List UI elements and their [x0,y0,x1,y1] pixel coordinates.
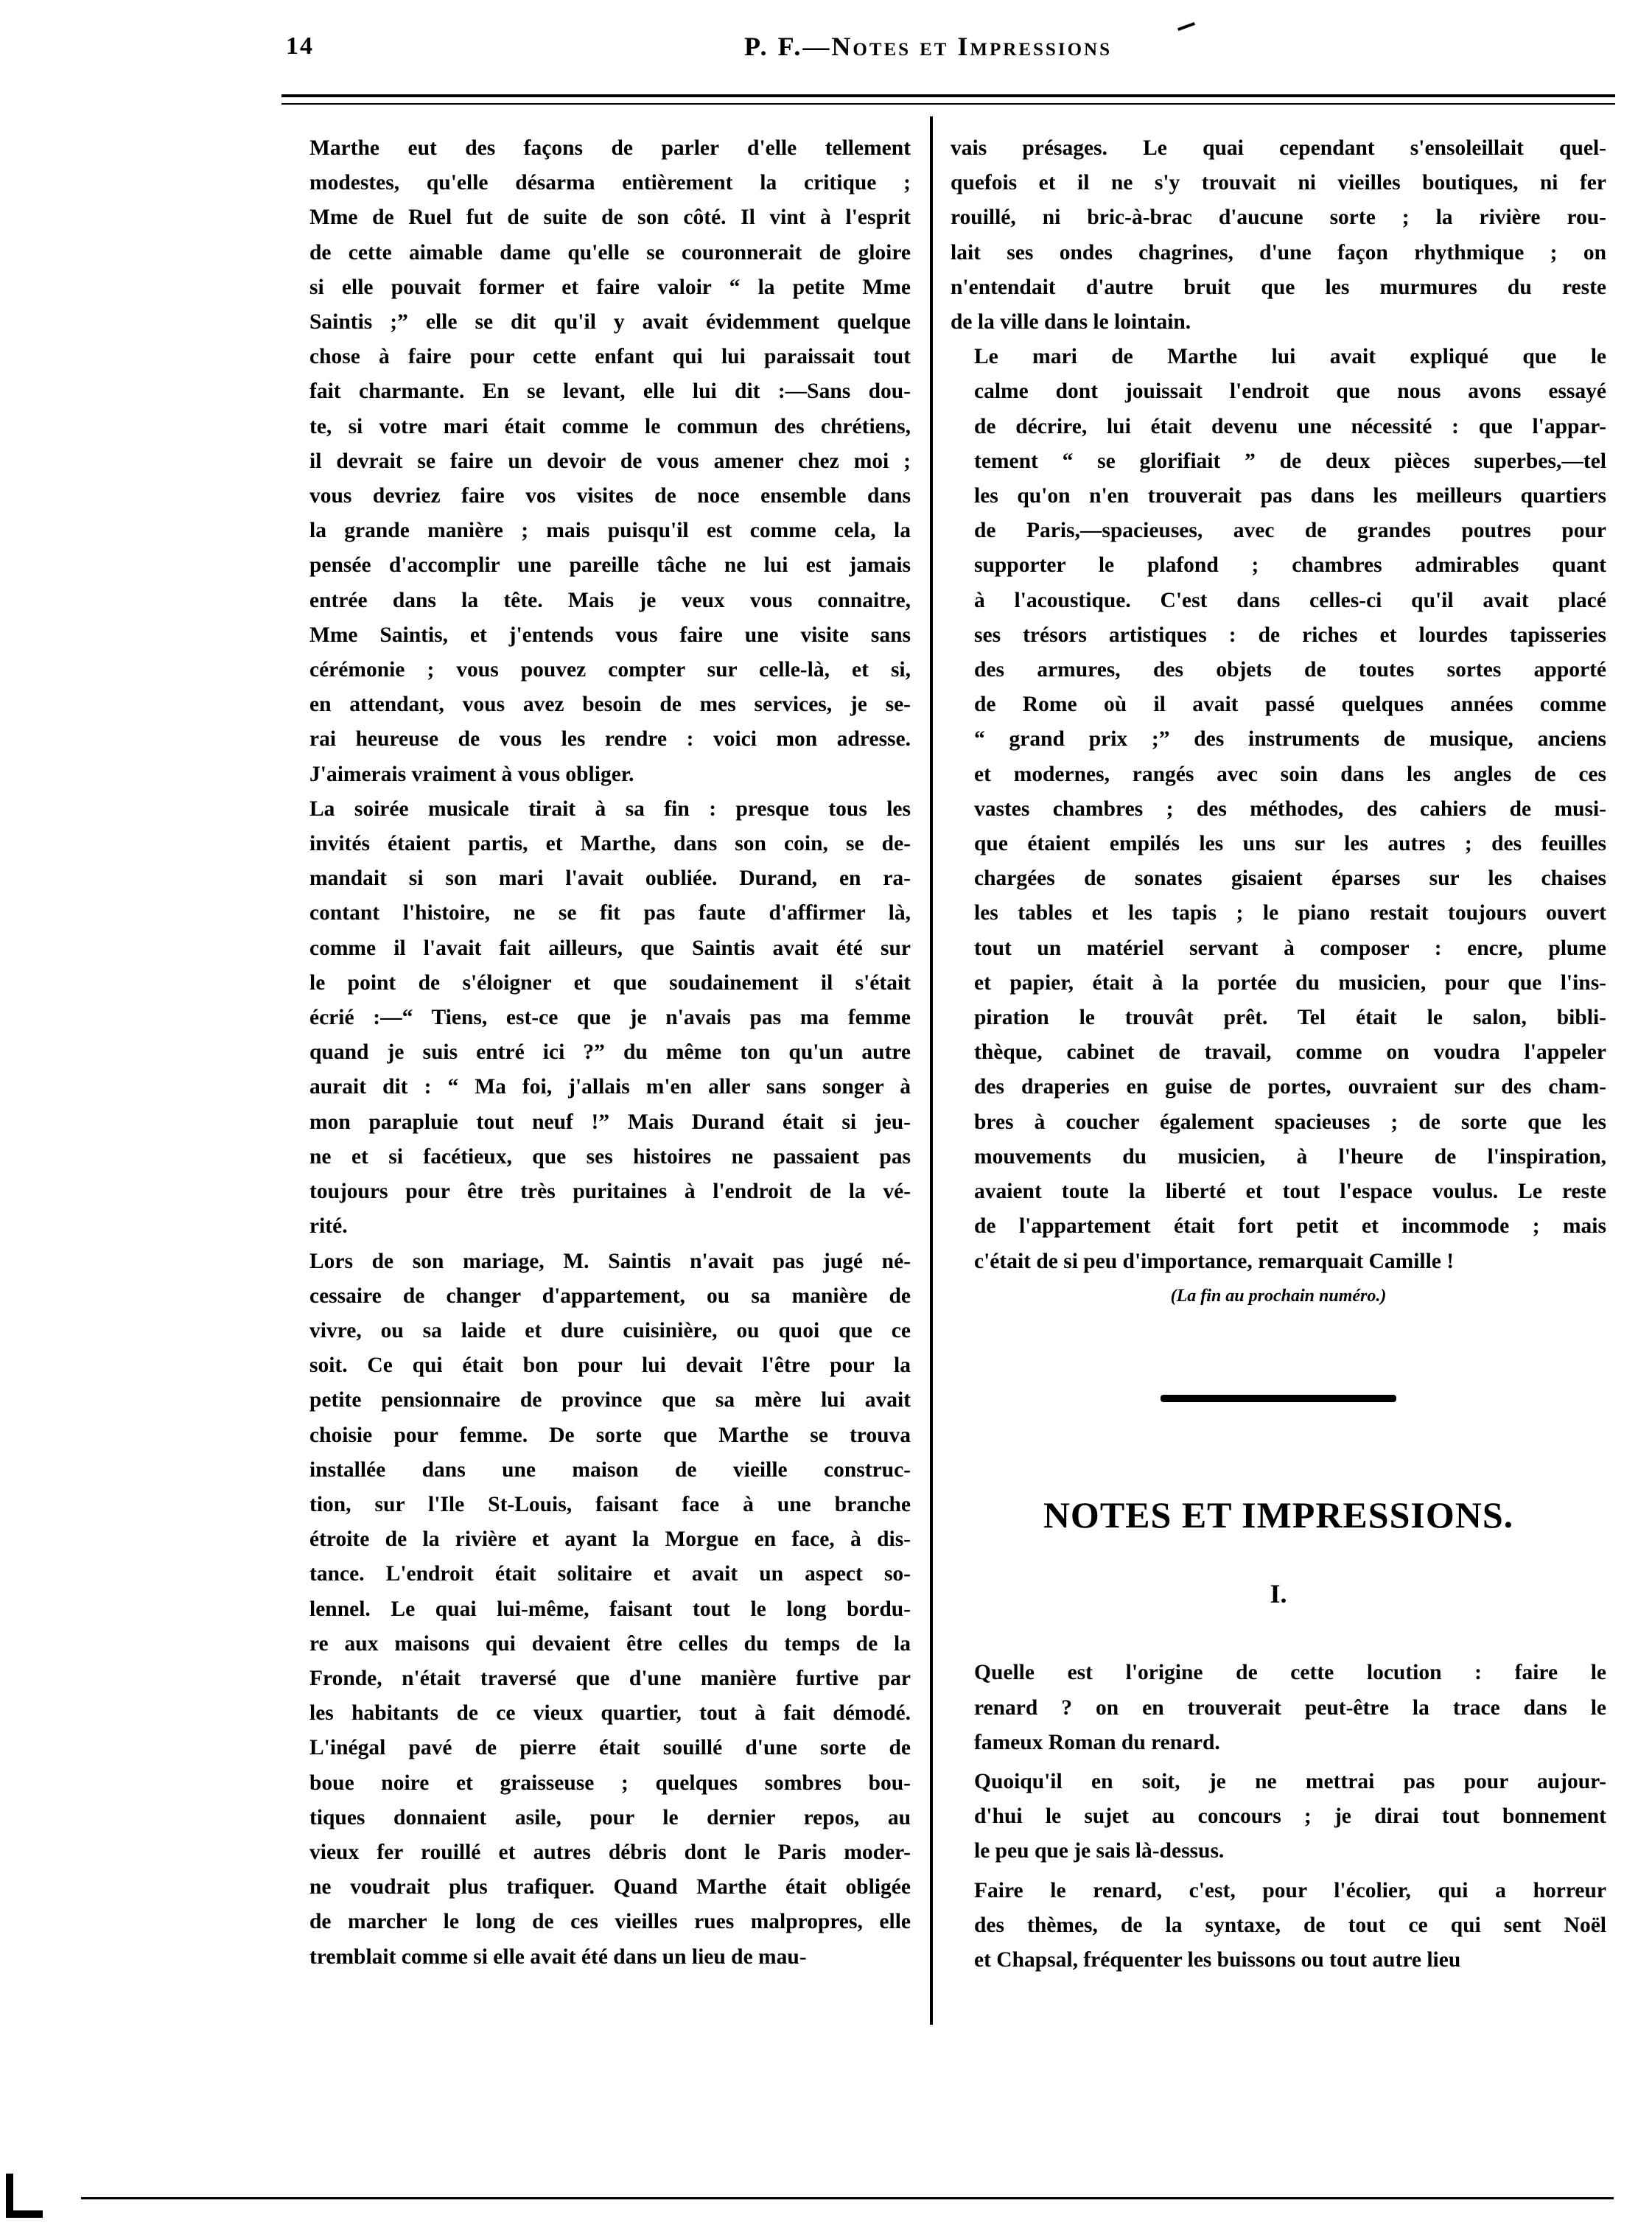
text-line: installée dans une maison de vieille construc- [309,1457,911,1482]
text-line: J'aimerais vraiment à vous obliger. [309,762,634,786]
text-line: de l'appartement était fort petit et incommode ; mais [974,1214,1606,1239]
text-line: des thèmes, de la syntaxe, de tout ce qui sent Noël [974,1913,1606,1937]
text-line: mon parapluie tout neuf !” Mais Durand était si jeu- [309,1110,911,1134]
text-line: “ grand prix ;” des instruments de musique, anciens [974,727,1606,752]
text-line: invités étaient partis, et Marthe, dans son coin, se de- [309,832,911,856]
text-line: boue noire et graisseuse ; quelques sombres bou- [309,1771,911,1795]
text-line: le point de s'éloigner et que soudainement il s'était [309,970,911,995]
text-line: d'hui le sujet au concours ; je dirai tout bonnement [974,1804,1606,1829]
text-line: et papier, était à la portée du musicien, pour que l'ins- [974,970,1606,995]
text-line: vastes chambres ; des méthodes, des cahiers de musi- [974,796,1606,821]
text-line: tremblait comme si elle avait été dans un lieu de mau- [309,1944,807,1969]
text-line: tiques donnaient asile, pour le dernier repos, au [309,1805,911,1829]
text-line: les tables et les tapis ; le piano restait toujours ouvert [974,901,1606,925]
text-line: thèque, cabinet de travail, comme on voudra l'appeler [974,1040,1606,1065]
text-line: Saintis ;” elle se dit qu'il y avait évidemment quelque [309,310,911,335]
text-line: piration le trouvât prêt. Tel était le salon, bibli- [974,1006,1606,1030]
text-line: Lors de son mariage, M. Saintis n'avait pas jugé né- [309,1249,911,1273]
text-line: entrée dans la tête. Mais je veux vous connaitre, [309,588,911,612]
text-line: le peu que je sais là-dessus. [974,1839,1225,1863]
text-line: quefois et il ne s'y trouvait ni vieilles boutiques, ni fer [951,171,1606,195]
paragraph [286,1244,911,1975]
text-line: de Rome où il avait passé quelques années comme [974,693,1606,717]
text-line: Fronde, n'était traversé que d'une manière furtive par [309,1666,911,1690]
text-line: rouillé, ni bric-à-brac d'aucune sorte ; la rivière rou- [951,206,1606,230]
text-line: contant l'histoire, ne se fit pas faute d'affirmer là, [309,901,911,925]
text-line: Marthe eut des façons de parler d'elle tellement [309,136,911,160]
text-line: les qu'on n'en trouverait pas dans les meilleurs quartiers [974,484,1606,508]
text-line: tout un matériel servant à composer : encre, plume [974,936,1606,960]
text-line: vais présages. Le quai cependant s'ensoleillait quel- [951,136,1606,160]
text-line: vous devriez faire vos visites de noce ensemble dans [309,484,911,508]
text-line: Quelle est l'origine de cette locution : faire le [974,1661,1606,1685]
text-line: ses trésors artistiques : de riches et lourdes tapisseries [974,623,1606,647]
text-line: des draperies en guise de portes, ouvraient sur des cham- [974,1075,1606,1099]
text-line: n'entendait d'autre bruit que les murmures du reste [951,275,1606,299]
right-column-text [951,131,1606,1279]
paragraph [951,340,1606,1278]
text-line: aurait dit : “ Ma foi, j'allais m'en aller sans songer à [309,1075,911,1099]
text-line: écrié :—“ Tiens, est-ce que je n'avais pas ma femme [309,1006,911,1030]
text-line: fameux Roman du renard. [974,1730,1220,1754]
text-line: ne voudrait plus trafiquer. Quand Marthe était obligée [309,1875,911,1899]
text-line: de marcher le long de ces vieilles rues malpropres, elle [309,1910,911,1934]
paragraph [951,1765,1606,1869]
text-line: soit. Ce qui était bon pour lui devait l'être pour la [309,1354,911,1378]
text-line: que étaient empilés les uns sur les autres ; des feuilles [974,832,1606,856]
column-divider [930,116,933,2025]
text-line: quand je suis entré ici ?” du même ton qu'un autre [309,1040,911,1065]
header-rule-thick [281,94,1615,97]
text-line: tement “ se glorifiait ” de deux pièces superbes,—tel [974,449,1606,473]
text-line: ne et si facétieux, que ses histoires ne passaient pas [309,1144,911,1169]
text-line: chose à faire pour cette enfant qui lui paraissait tout [309,345,911,369]
text-line: La soirée musicale tirait à sa fin : presque tous les [309,796,911,821]
text-line: en attendant, vous avez besoin de mes services, je se- [309,693,911,717]
running-head-prefix: P. F.— [744,32,832,61]
text-line: petite pensionnaire de province que sa mère lui avait [309,1388,911,1412]
text-line: mouvements du musicien, à l'heure de l'inspiration, [974,1144,1606,1169]
paragraph [286,131,911,792]
text-line: calme dont jouissait l'endroit que nous avons essayé [974,379,1606,404]
text-line: de Paris,—spacieuses, avec de grandes poutres pour [974,519,1606,543]
text-line: comme il l'avait fait ailleurs, que Saintis avait été sur [309,936,911,960]
text-line: et modernes, rangés avec soin dans les angles de ces [974,762,1606,786]
text-line: cessaire de changer d'appartement, ou sa manière de [309,1284,911,1308]
paragraph [951,1874,1606,1978]
text-line: Mme Saintis, et j'entends vous faire une visite sans [309,623,911,647]
paragraph [951,1656,1606,1760]
paragraph [951,131,1606,340]
text-line: choisie pour femme. De sorte que Marthe se trouva [309,1423,911,1447]
continuation-note: (La fin au prochain numéro.) [1170,1286,1387,1306]
text-line: et Chapsal, fréquenter les buissons ou tout autre lieu [974,1947,1461,1972]
header-rule-thin [281,103,1615,105]
text-line: c'était de si peu d'importance, remarquait Camille ! [974,1249,1455,1273]
text-line: de la ville dans le lointain. [951,310,1191,335]
section-body [951,1656,1606,1978]
text-line: des armures, des objets de toutes sortes apporté [974,658,1606,682]
text-line: Quoiqu'il en soit, je ne mettrai pas pour aujour- [974,1769,1606,1793]
text-line: rité. [309,1214,348,1239]
footer-rule [81,2197,1614,2199]
text-line: rai heureuse de vous les rendre : voici mon adresse. [309,727,911,752]
text-line: il devrait se faire un devoir de vous amener chez moi ; [309,449,911,473]
text-line: de décrire, lui était devenu une nécessité : que l'appar- [974,414,1606,438]
text-line: re aux maisons qui devaient être celles du temps de la [309,1631,911,1656]
running-head [744,31,1112,62]
text-line: les habitants de ce vieux quartier, tout à fait démodé. [309,1701,911,1726]
text-line: tion, sur l'Ile St-Louis, faisant face à une branche [309,1492,911,1516]
text-line: chargées de sonates gisaient éparses sur les chaises [974,866,1606,891]
ink-mark [1177,22,1195,31]
running-head-title: Notes et Impressions [831,32,1112,61]
text-line: vivre, ou sa laide et dure cuisinière, ou quoi que ce [309,1318,911,1342]
text-line: pensée d'accomplir une pareille tâche ne lui est jamais [309,553,911,578]
text-line: fait charmante. En se levant, elle lui dit :—Sans dou- [309,379,911,404]
text-line: de cette aimable dame qu'elle se couronnerait de gloire [309,240,911,265]
right-column [951,131,1606,1978]
left-column [286,131,911,1975]
corner-mark-horizontal [6,2210,43,2218]
text-line: Le mari de Marthe lui avait expliqué que le [974,345,1606,369]
text-line: bres à coucher également spacieuses ; de sorte que les [974,1110,1606,1134]
text-line: vieux fer rouillé et autres débris dont le Paris moder- [309,1840,911,1864]
text-line: te, si votre mari était comme le commun des chrétiens, [309,414,911,438]
page-number: 14 [286,32,314,60]
text-line: la grande manière ; mais puisqu'il est comme cela, la [309,519,911,543]
text-line: modestes, qu'elle désarma entièrement la critique ; [309,171,911,195]
section-title: NOTES ET IMPRESSIONS. [1043,1494,1514,1536]
text-line: à l'acoustique. C'est dans celles-ci qu'il avait placé [974,588,1606,612]
text-line: lait ses ondes chagrines, d'une façon rhythmique ; on [951,240,1606,265]
text-line: Mme de Ruel fut de suite de son côté. Il vint à l'esprit [309,206,911,230]
text-line: tance. L'endroit était solitaire et avait un aspect so- [309,1562,911,1586]
section-separator-rule [1161,1395,1396,1402]
text-line: supporter le plafond ; chambres admirables quant [974,553,1606,578]
text-line: avaient toute la liberté et tout l'espace voulus. Le reste [974,1180,1606,1204]
text-line: L'inégal pavé de pierre était souillé d'une sorte de [309,1736,911,1760]
section-number: I. [1270,1579,1287,1609]
text-line: lennel. Le quai lui-même, faisant tout le long bordu- [309,1597,911,1621]
text-line: renard ? on en trouverait peut-être la trace dans le [974,1695,1606,1720]
text-line: étroite de la rivière et ayant la Morgue en face, à dis- [309,1527,911,1552]
text-line: si elle pouvait former et faire valoir “ la petite Mme [309,275,911,299]
paragraph [286,792,911,1244]
text-line: cérémonie ; vous pouvez compter sur celle-là, et si, [309,658,911,682]
text-line: toujours pour être très puritaines à l'endroit de la vé- [309,1180,911,1204]
text-line: mandait si son mari l'avait oubliée. Durand, en ra- [309,866,911,891]
text-line: Faire le renard, c'est, pour l'écolier, qui a horreur [974,1878,1606,1902]
